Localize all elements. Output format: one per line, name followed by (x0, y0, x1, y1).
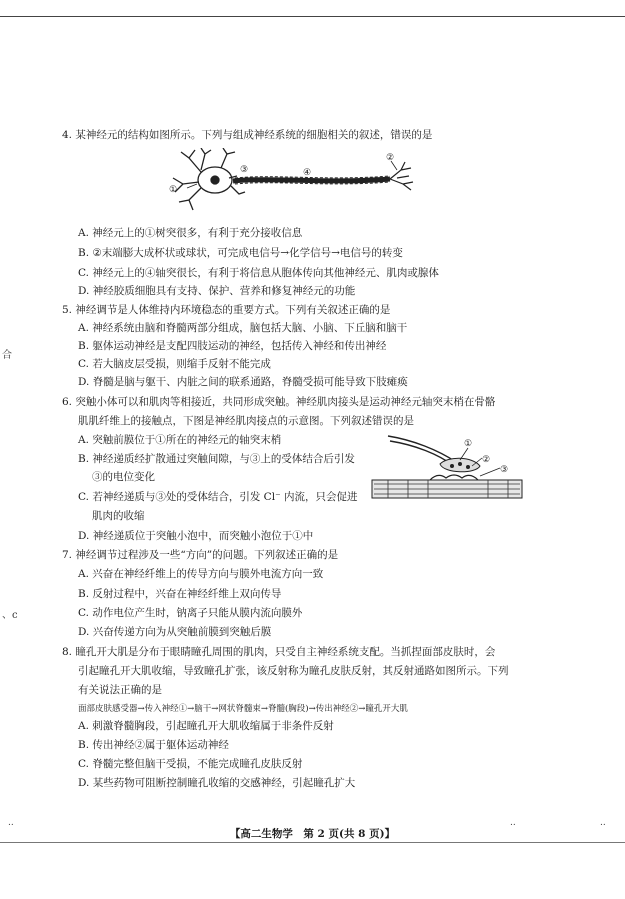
bottom-mark-right-2: .. (600, 818, 606, 828)
neuron-label-3: ③ (240, 165, 249, 175)
neuromuscular-junction-diagram (368, 428, 526, 504)
bottom-mark-right-1: .. (510, 818, 516, 828)
neuron-label-1: ① (169, 185, 178, 195)
top-rule (0, 16, 625, 17)
q8-option-d: D. 某些药物可阻断控制瞳孔收缩的交感神经，引起瞳孔扩大 (78, 777, 356, 789)
bottom-mark-left: .. (8, 818, 14, 828)
q7-option-c: C. 动作电位产生时，钠离子只能从膜内流向膜外 (78, 607, 303, 619)
q5-option-c: C. 若大脑皮层受损，则缩手反射不能完成 (78, 358, 271, 370)
q6-stem-line2: 肌肌纤维上的接触点，下图是神经肌肉接点的示意图。下列叙述错误的是 (78, 415, 414, 427)
q6-option-b-line1: B. 神经递质经扩散通过突触间隙，与③上的受体结合后引发 (78, 453, 355, 465)
side-margin-char: 合 (2, 350, 12, 361)
neuron-diagram (165, 148, 425, 216)
q4-option-b: B. ②末端膨大成杯状或球状，可完成电信号→化学信号→电信号的转变 (78, 247, 403, 259)
q8-stem-line3: 有关说法正确的是 (78, 684, 162, 696)
q6-option-c-line1: C. 若神经递质与③处的受体结合，引发 Cl⁻ 内流，只会促进 (78, 491, 358, 503)
q4-option-c: C. 神经元上的④轴突很长，有利于将信息从胞体传向其他神经元、肌肉或腺体 (78, 267, 439, 279)
q7-option-a: A. 兴奋在神经纤维上的传导方向与膜外电流方向一致 (78, 568, 324, 580)
nmj-label-3: ③ (500, 465, 509, 475)
q8-option-a: A. 刺激脊髓胸段，引起瞳孔开大肌收缩属于非条件反射 (78, 720, 334, 732)
neuron-label-4: ④ (303, 168, 312, 178)
q6-option-c-line2: 肌肉的收缩 (92, 510, 145, 522)
q7-stem: 7. 神经调节过程涉及一些“方向”的问题。下列叙述正确的是 (62, 549, 339, 561)
q6-option-a: A. 突触前膜位于①所在的神经元的轴突末梢 (78, 434, 282, 446)
nmj-label-1: ① (464, 439, 473, 449)
neuron-label-2: ② (386, 153, 395, 163)
q7-option-b: B. 反射过程中，兴奋在神经纤维上双向传导 (78, 588, 282, 600)
q8-stem-line2: 引起瞳孔开大肌收缩，导致瞳孔扩张，该反射称为瞳孔皮肤反射，其反射通路如图所示。下列 (78, 665, 509, 677)
q8-option-b: B. 传出神经②属于躯体运动神经 (78, 739, 229, 751)
nmj-label-2: ② (482, 455, 491, 465)
q4-option-a: A. 神经元上的①树突很多，有利于充分接收信息 (78, 227, 303, 239)
bottom-rule (0, 842, 625, 843)
q5-option-a: A. 神经系统由脑和脊髓两部分组成，脑包括大脑、小脑、下丘脑和脑干 (78, 322, 408, 334)
q5-option-b: B. 躯体运动神经是支配四肢运动的神经，包括传入神经和传出神经 (78, 340, 387, 352)
q6-option-d: D. 神经递质位于突触小泡中，而突触小泡位于①中 (78, 530, 314, 542)
q6-stem-line1: 6. 突触小体可以和肌肉等相接近，共同形成突触。神经肌肉接头是运动神经元轴突末梢在骨骼 (62, 396, 496, 408)
q6-option-b-line2: ③的电位变化 (92, 471, 155, 483)
q8-stem-line1: 8. 瞳孔开大肌是分布于眼睛瞳孔周围的肌肉，只受自主神经系统支配。当抓捏面部皮肤时，会 (62, 646, 496, 658)
q4-option-d: D. 神经胶质细胞具有支持、保护、营养和修复神经元的功能 (78, 285, 356, 297)
q5-stem: 5. 神经调节是人体维持内环境稳态的重要方式。下列有关叙述正确的是 (62, 304, 391, 316)
side-margin-char-lower: 、c (2, 610, 18, 621)
q7-option-d: D. 兴奋传递方向为从突触前膜到突触后膜 (78, 626, 272, 638)
q5-option-d: D. 脊髓是脑与躯干、内脏之间的联系通路，脊髓受损可能导致下肢瘫痪 (78, 376, 408, 388)
q8-reflex-pathway: 面部皮肤感受器→传入神经①→脑干→网状脊髓束→脊髓(胸段)→传出神经②→瞳孔开大肌 (78, 704, 408, 714)
q4-stem: 4. 某神经元的结构如图所示。下列与组成神经系统的细胞相关的叙述，错误的是 (62, 129, 433, 141)
page-footer: 【高二生物学 第 2 页(共 8 页)】 (229, 828, 396, 840)
q8-option-c: C. 脊髓完整但脑干受损，不能完成瞳孔皮肤反射 (78, 758, 303, 770)
